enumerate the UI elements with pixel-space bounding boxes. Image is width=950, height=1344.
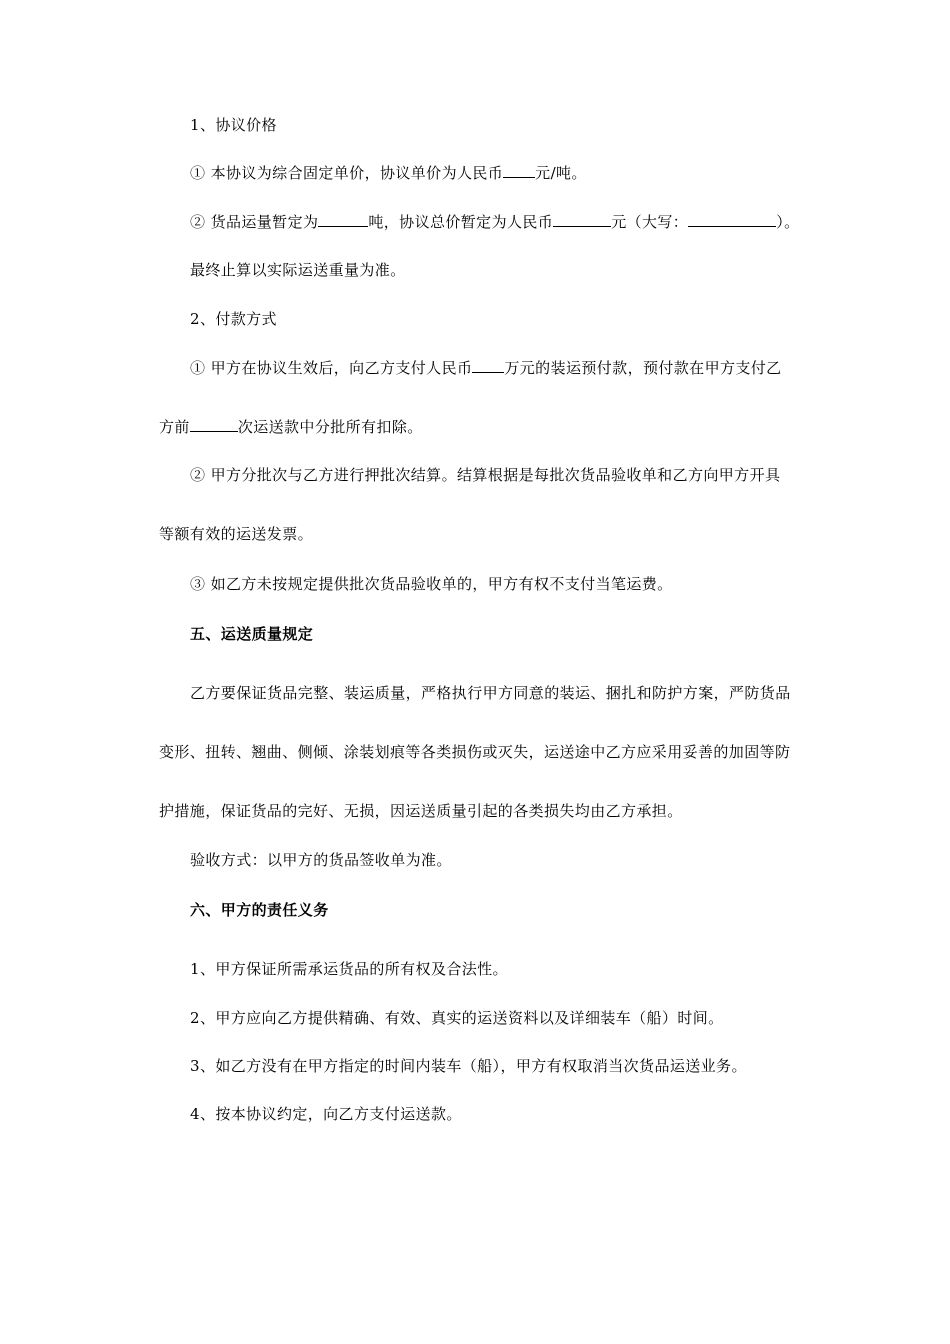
list-item: 2、甲方应向乙方提供精确、有效、真实的运送资料以及详细装车（船）时间。 bbox=[190, 1009, 724, 1027]
section-5-para-line-2: 变形、扭转、翘曲、侧倾、涂装划痕等各类损伤或灭失，运送途中乙方应采用妥善的加固等防 bbox=[159, 743, 791, 761]
installments-blank bbox=[190, 417, 238, 432]
volume-blank bbox=[318, 212, 368, 227]
payment-item-3: ③ 如乙方未按规定提供批次货品验收单的，甲方有权不支付当笔运费。 bbox=[190, 575, 673, 593]
price-item-1: ① 本协议为综合固定单价，协议单价为人民币 元/吨。 bbox=[190, 164, 587, 182]
payment-heading: 2、付款方式 bbox=[190, 310, 277, 328]
total-price-words-blank bbox=[688, 212, 776, 227]
section-6-heading: 六、甲方的责任义务 bbox=[190, 901, 329, 919]
price-item-2: ② 货品运量暂定为 吨，协议总价暂定为人民币 元（大写： ）。 bbox=[190, 213, 800, 231]
payment-item-1-line-1: ① 甲方在协议生效后，向乙方支付人民币 万元的装运预付款，预付款在甲方支付乙 bbox=[190, 359, 782, 377]
section-5-para-line-1: 乙方要保证货品完整、装运质量，严格执行甲方同意的装运、捆扎和防护方案，严防货品 bbox=[190, 684, 791, 702]
section-5-heading: 五、运送质量规定 bbox=[190, 625, 314, 643]
list-item: 1、甲方保证所需承运货品的所有权及合法性。 bbox=[190, 960, 508, 978]
payment-item-1-line-2: 方前 次运送款中分批所有扣除。 bbox=[159, 418, 423, 436]
unit-price-blank bbox=[503, 163, 535, 178]
acceptance-method: 验收方式：以甲方的货品签收单为准。 bbox=[190, 851, 452, 869]
payment-item-2-line-2: 等额有效的运送发票。 bbox=[159, 525, 314, 543]
prepayment-blank bbox=[472, 358, 504, 373]
price-heading: 1、协议价格 bbox=[190, 116, 277, 134]
price-final-note: 最终止算以实际运送重量为准。 bbox=[190, 261, 406, 279]
section-5-para-line-3: 护措施，保证货品的完好、无损，因运送质量引起的各类损失均由乙方承担。 bbox=[159, 802, 683, 820]
list-item: 4、按本协议约定，向乙方支付运送款。 bbox=[190, 1105, 462, 1123]
payment-item-2-line-1: ② 甲方分批次与乙方进行押批次结算。结算根据是每批次货品验收单和乙方向甲方开具 bbox=[190, 466, 781, 484]
total-price-blank bbox=[553, 212, 611, 227]
list-item: 3、如乙方没有在甲方指定的时间内装车（船），甲方有权取消当次货品运送业务。 bbox=[190, 1057, 747, 1075]
